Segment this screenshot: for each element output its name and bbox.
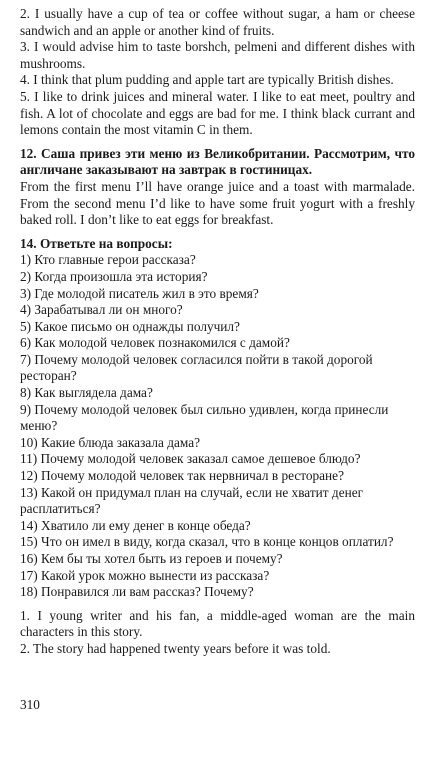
question-item: 7) Почему молодой человек согласился пойти в такой дорогой ресторан? xyxy=(20,351,373,384)
answer-2b: 2. The story had happened twenty years before it was told. xyxy=(20,640,331,656)
answer-1: 1. I young writer and his fan, a middle-aged woman are the main characters in this story. xyxy=(20,607,415,640)
question-item: 5) Какое письмо он однажды получил? xyxy=(20,318,240,334)
question-item: 15) Что он имел в виду, когда сказал, что в конце концов оплатил? xyxy=(20,534,394,550)
question-item: 1) Кто главные герои рассказа? xyxy=(20,252,196,268)
question-item: 14) Хватило ли ему денег в конце обеда? xyxy=(20,517,251,533)
question-item: 17) Какой урок можно вынести из рассказа? xyxy=(20,567,270,583)
question-item: 9) Почему молодой человек был сильно удивлен, когда принесли меню? xyxy=(20,401,389,434)
task-14 xyxy=(20,236,415,601)
answer-4: 4. I think that plum pudding and apple tart are typically British dishes. xyxy=(20,72,394,88)
question-item: 13) Какой он придумал план на случай, если не хватит денег расплатиться? xyxy=(20,484,364,517)
question-item: 8) Как выглядела дама? xyxy=(20,385,153,401)
answer-5: 5. I like to drink juices and mineral water. I like to eat meet, poultry and fish. A lot of chocolate and eggs are bad for me. I think black currant and lemons contain the most vitamin C in them. xyxy=(20,88,415,138)
question-item: 10) Какие блюда заказала дама? xyxy=(20,434,201,450)
question-item: 11) Почему молодой человек заказал самое дешевое блюдо? xyxy=(20,451,361,467)
question-item: 18) Понравился ли вам рассказ? Почему? xyxy=(20,584,254,600)
question-item: 6) Как молодой человек познакомился с дамой? xyxy=(20,335,290,351)
answer-3: 3. I would advise him to taste borshch, pelmeni and different dishes with mushrooms. xyxy=(20,39,415,71)
page-content xyxy=(20,6,415,658)
task-14-heading: 14. Ответьте на вопросы: xyxy=(20,235,173,251)
task-12-heading: 12. Саша привез эти меню из Великобритании. Рассмотрим, что англичане заказывают на завтрак в гостиницах. xyxy=(20,145,415,178)
page-number: 310 xyxy=(20,697,40,712)
question-list xyxy=(20,252,415,600)
question-item: 12) Почему молодой человек так нервничал в ресторане? xyxy=(20,468,344,484)
answer-2: 2. I usually have a cup of tea or coffee without sugar, a ham or cheese sandwich and an apple or another kind of fruits. xyxy=(20,6,415,38)
answers-block-bottom xyxy=(20,608,415,658)
answers-block-top xyxy=(20,6,415,139)
question-item: 2) Когда произошла эта история? xyxy=(20,268,208,284)
task-12 xyxy=(20,146,415,229)
task-12-text: From the first menu I’ll have orange juice and a toast with marmalade. From the second menu I’d like to have some fruit yogurt with a freshly baked roll. I don’t like to eat eggs for breakfast. xyxy=(20,178,415,228)
question-item: 4) Зарабатывал ли он много? xyxy=(20,302,183,318)
question-item: 3) Где молодой писатель жил в это время? xyxy=(20,285,259,301)
question-item: 16) Кем бы ты хотел быть из героев и почему? xyxy=(20,551,283,566)
